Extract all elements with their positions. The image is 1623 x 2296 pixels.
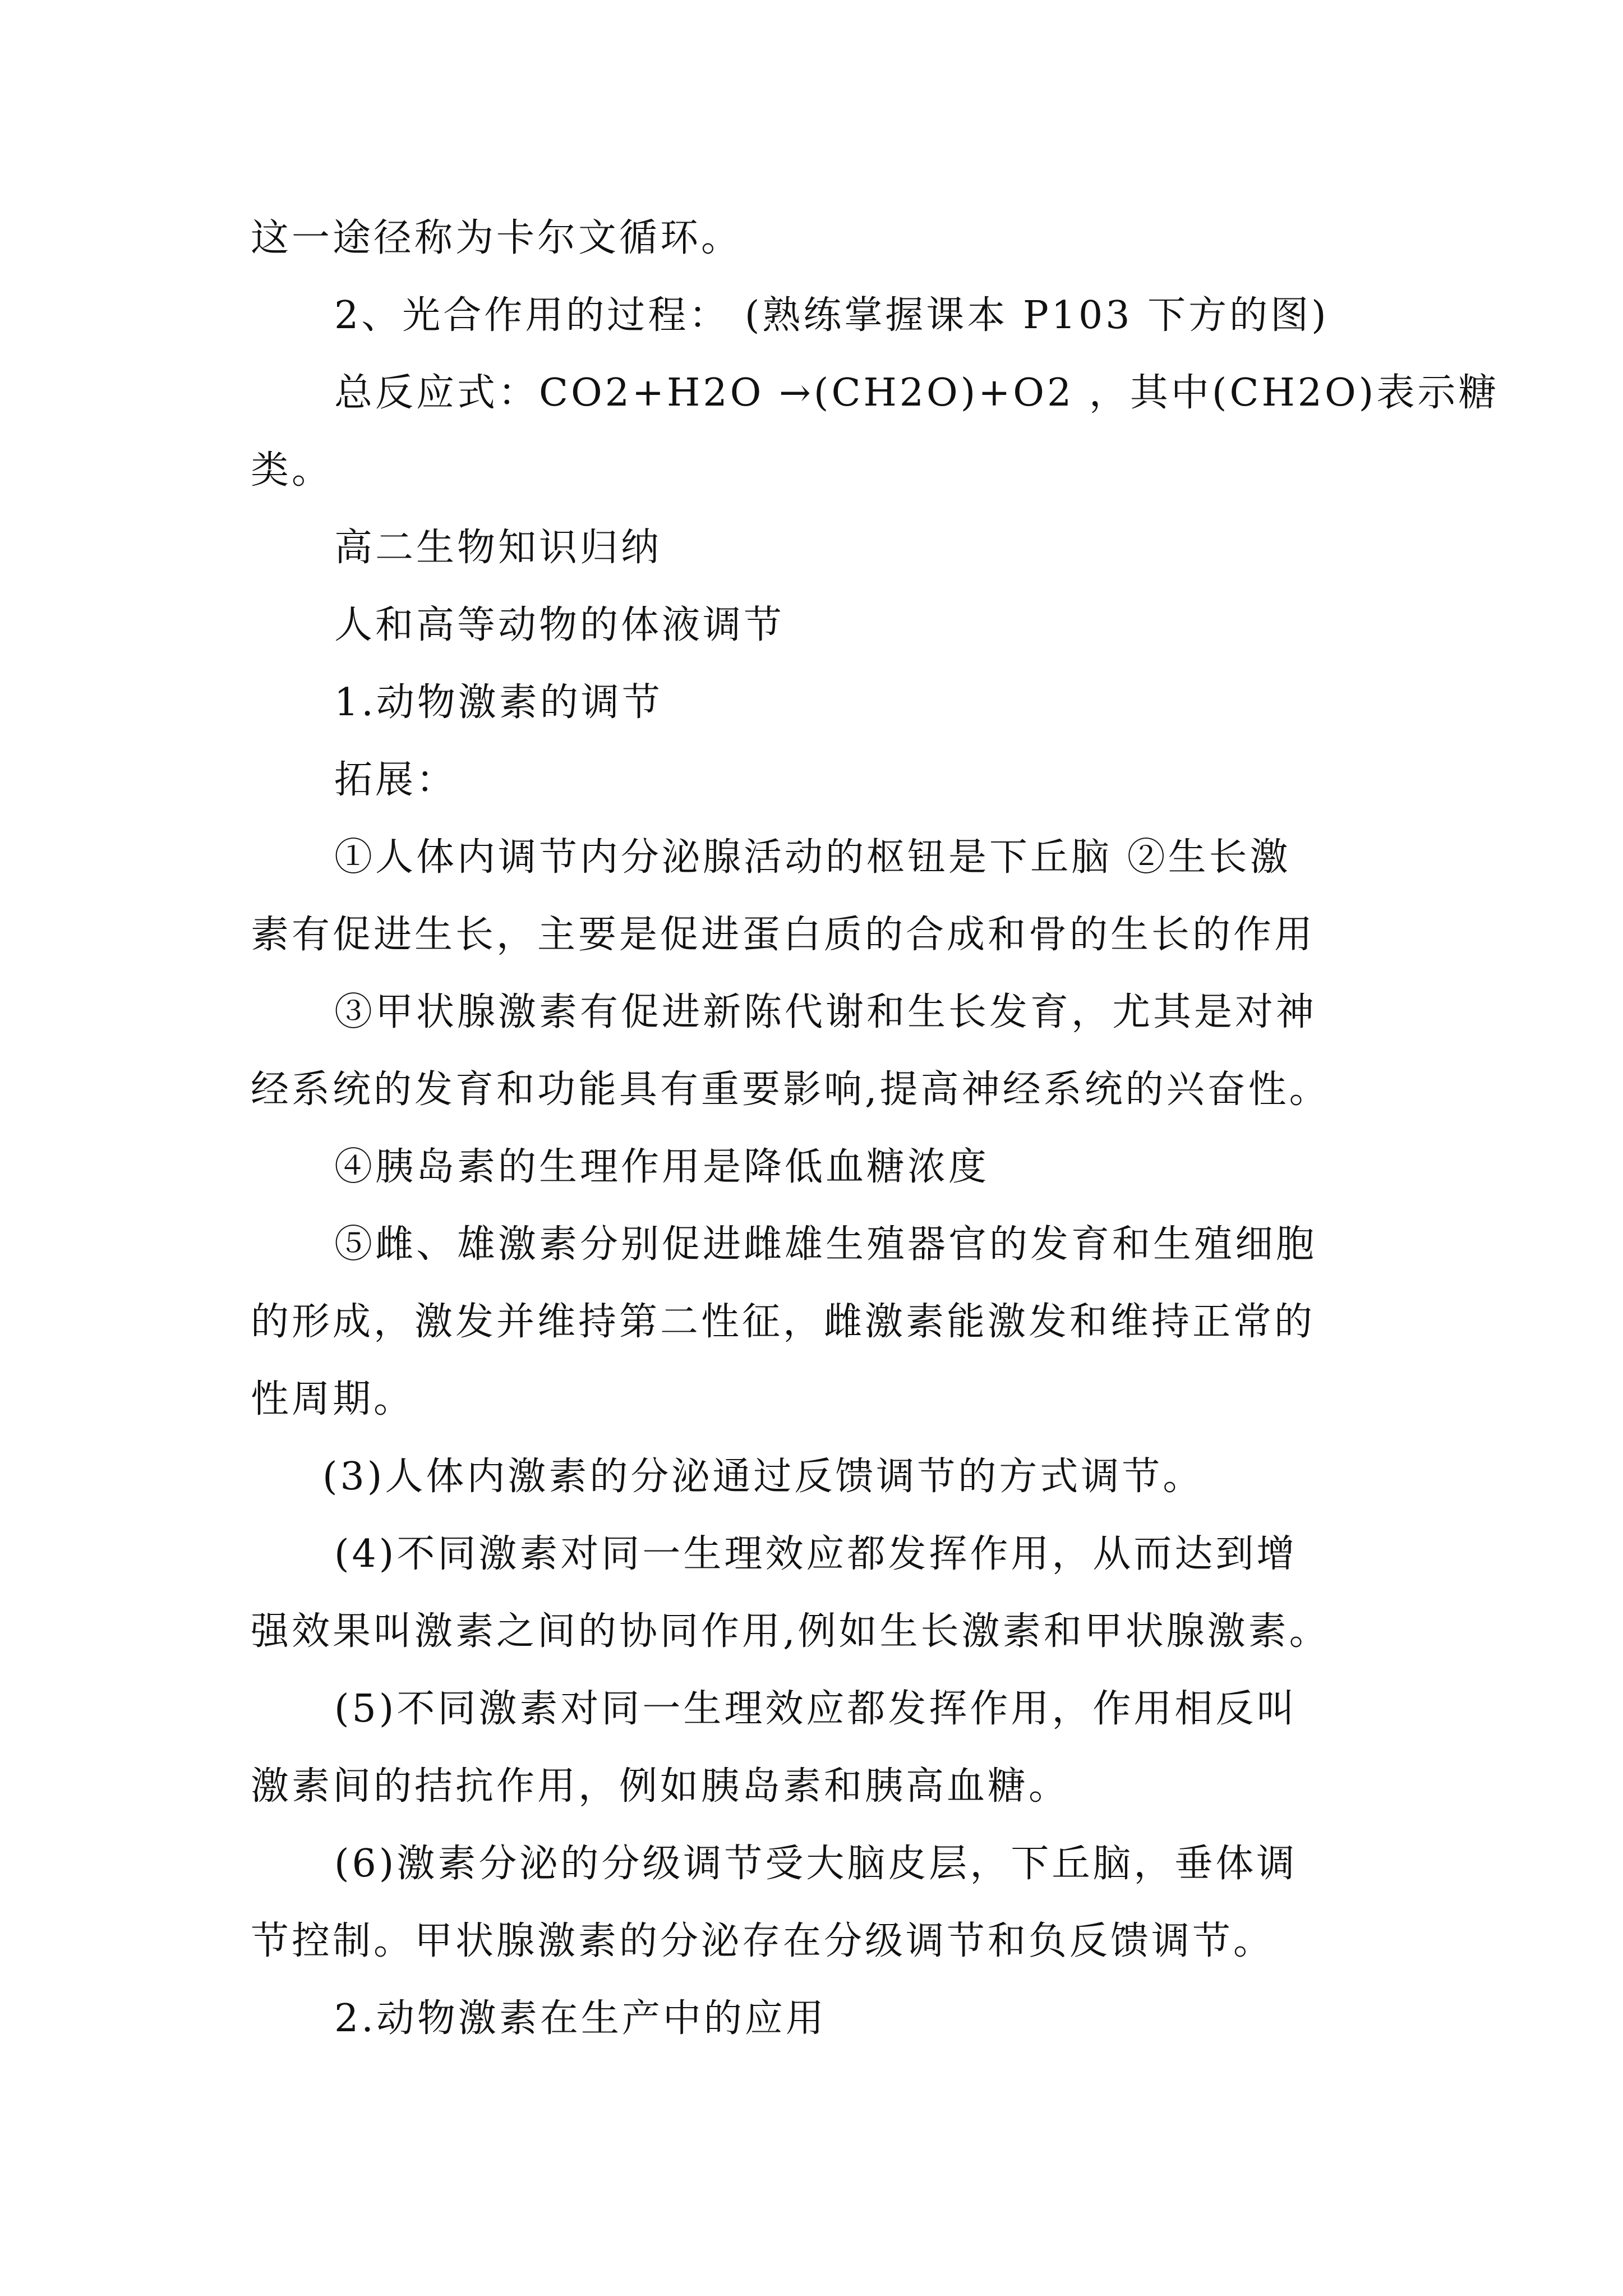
text-line: 节控制。甲状腺激素的分泌存在分级调节和负反馈调节。 (251, 1919, 1275, 1963)
subsection-heading: 2.动物激素在生产中的应用 (334, 1996, 827, 2041)
text-line: (4)不同激素对同一生理效应都发挥作用，从而达到增 (334, 1532, 1298, 1576)
text-line: ①人体内调节内分泌腺活动的枢钮是下丘脑 ②生长激 (334, 835, 1291, 880)
text-line: 强效果叫激素之间的协同作用,例如生长激素和甲状腺激素。 (251, 1609, 1330, 1654)
section-heading: 人和高等动物的体液调节 (334, 603, 785, 647)
text-line: 这一途径称为卡尔文循环。 (251, 216, 743, 260)
section-heading: 高二生物知识归纳 (334, 526, 662, 570)
text-line: 的形成，激发并维持第二性征，雌激素能激发和维持正常的 (251, 1300, 1316, 1344)
subsection-heading: 1.动物激素的调节 (334, 680, 663, 725)
text-line: 激素间的拮抗作用，例如胰岛素和胰高血糖。 (251, 1764, 1070, 1809)
text-line: 经系统的发育和功能具有重要影响,提高神经系统的兴奋性。 (251, 1068, 1330, 1112)
text-line: 素有促进生长，主要是促进蛋白质的合成和骨的生长的作用 (251, 913, 1316, 957)
text-line: ④胰岛素的生理作用是降低血糖浓度 (334, 1145, 990, 1189)
text-line: (3)人体内激素的分泌通过反馈调节的方式调节。 (322, 1455, 1204, 1499)
text-line: ③甲状腺激素有促进新陈代谢和生长发育，尤其是对神 (334, 990, 1317, 1034)
text-line: (6)激素分泌的分级调节受大脑皮层，下丘脑，垂体调 (334, 1842, 1298, 1886)
text-line: ⑤雌、雄激素分别促进雌雄生殖器官的发育和生殖细胞 (334, 1222, 1317, 1267)
text-line: 拓展： (334, 758, 458, 802)
text-line: (5)不同激素对同一生理效应都发挥作用，作用相反叫 (334, 1687, 1298, 1731)
text-line: 性周期。 (251, 1377, 415, 1421)
text-line: 2、光合作用的过程： (熟练掌握课本 P103 下方的图) (334, 293, 1329, 338)
text-line: 类。 (251, 448, 333, 493)
text-line: 总反应式：CO2+H2O →(CH2O)+O2 ，其中(CH2O)表示糖 (334, 371, 1500, 415)
